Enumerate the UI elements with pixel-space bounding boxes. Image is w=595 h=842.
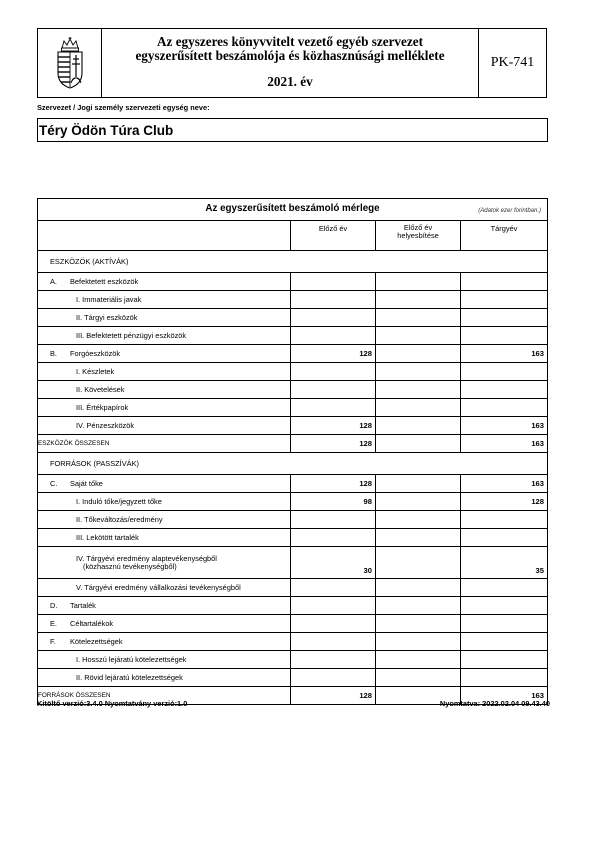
cell-prev: [291, 273, 376, 291]
table-row: [38, 493, 548, 511]
table-row: [38, 273, 548, 291]
cell-prev: [291, 633, 376, 651]
title-line-2: egyszerűsített beszámolója és közhasznúsági melléklete: [135, 48, 445, 63]
row-label-text: Tartalék: [70, 601, 96, 610]
row-label: [38, 345, 291, 363]
row-label-text: I. Készletek: [76, 366, 115, 376]
table-row: [38, 291, 548, 309]
table-row: [38, 475, 548, 493]
table-row: [38, 651, 548, 669]
cell-cur: [461, 579, 548, 597]
cell-cur: 163: [461, 417, 548, 435]
row-label: [38, 475, 291, 493]
cell-cur: [461, 291, 548, 309]
cell-cur: [461, 669, 548, 687]
row-label-text: Céltartalékok: [70, 619, 114, 628]
col-adj-line1: Előző év: [403, 223, 433, 232]
cell-adj: [376, 579, 461, 597]
cell-prev: [291, 309, 376, 327]
cell-cur: [461, 633, 548, 651]
organization-label: Szervezet / Jogi személy szervezeti egység neve:: [37, 103, 210, 112]
table-row: [38, 363, 548, 381]
row-letter: A.: [50, 277, 57, 286]
assets-total-row: [38, 435, 548, 453]
cell-prev: [291, 363, 376, 381]
liabilities-total-label: FORRÁSOK ÖSSZESEN: [38, 687, 291, 705]
assets-heading-row: [38, 251, 548, 273]
cell-adj: [376, 291, 461, 309]
cell-cur: [461, 327, 548, 345]
cell-cur: [461, 597, 548, 615]
row-label-text: Forgóeszközök: [70, 349, 121, 358]
row-label: [38, 547, 291, 579]
balance-sheet-table: [37, 198, 548, 705]
row-letter: C.: [50, 479, 58, 488]
table-row: [38, 417, 548, 435]
table-row: [38, 511, 548, 529]
row-letter: D.: [50, 601, 58, 610]
row-label-text: III. Lekötött tartalék: [76, 532, 139, 542]
row-label: [38, 579, 291, 597]
cell-cur: [461, 309, 548, 327]
cell-adj: [376, 529, 461, 547]
row-label: [38, 597, 291, 615]
cell-adj: [376, 327, 461, 345]
row-label: [38, 493, 291, 511]
row-label: [38, 633, 291, 651]
row-label: [38, 669, 291, 687]
cell-prev: [291, 669, 376, 687]
form-header: [37, 28, 547, 98]
row-label-text: III. Értékpapírok: [76, 402, 129, 412]
cell-prev: 128: [291, 475, 376, 493]
table-row: [38, 309, 548, 327]
liabilities-heading: FORRÁSOK (PASSZÍVÁK): [38, 453, 548, 475]
cell-prev: [291, 327, 376, 345]
table-row: [38, 547, 548, 579]
cell-prev: [291, 511, 376, 529]
table-row: [38, 529, 548, 547]
table-row: [38, 399, 548, 417]
row-label: [38, 399, 291, 417]
cell-adj: [376, 547, 461, 579]
assets-total-adj: [376, 435, 461, 453]
title-line-1: Az egyszeres könyvvitelt vezető egyéb szervezet: [157, 34, 423, 49]
col-prev-year: Előző év: [291, 221, 376, 251]
cell-prev: [291, 597, 376, 615]
row-label: [38, 529, 291, 547]
units-note: (Adatok ezer forintban.): [478, 208, 541, 214]
cell-adj: [376, 511, 461, 529]
cell-cur: 163: [461, 345, 548, 363]
form-code: PK-741: [478, 29, 546, 97]
cell-cur: 163: [461, 475, 548, 493]
row-label-text: II. Rövid lejáratú kötelezettségek: [76, 672, 183, 682]
row-label: [38, 615, 291, 633]
cell-adj: [376, 633, 461, 651]
row-label: [38, 511, 291, 529]
row-label: [38, 273, 291, 291]
row-label-text: II. Tőkeváltozás/eredmény: [76, 514, 163, 524]
assets-total-label: ESZKÖZÖK ÖSSZESEN: [38, 435, 291, 453]
row-label-text: V. Tárgyévi eredmény vállalkozási tevékenységből: [76, 582, 241, 592]
cell-cur: [461, 511, 548, 529]
cell-cur: [461, 381, 548, 399]
row-label: [38, 417, 291, 435]
liabilities-heading-row: [38, 453, 548, 475]
cell-adj: [376, 363, 461, 381]
cell-adj: [376, 273, 461, 291]
cell-cur: 128: [461, 493, 548, 511]
table-row: [38, 669, 548, 687]
cell-adj: [376, 651, 461, 669]
col-adj-line2: helyesbítése: [397, 231, 439, 240]
organization-name-field: [37, 118, 548, 142]
cell-adj: [376, 345, 461, 363]
print-timestamp: Nyomtatva: 2022.02.04 09.43.40: [439, 699, 550, 708]
cell-prev: [291, 579, 376, 597]
cell-prev: [291, 529, 376, 547]
row-label: [38, 381, 291, 399]
liabilities-total-cur: 163: [461, 687, 548, 705]
row-letter: B.: [50, 349, 57, 358]
row-label: [38, 291, 291, 309]
row-label-text: III. Befektetett pénzügyi eszközök: [76, 330, 187, 340]
row-letter: F.: [50, 637, 56, 646]
row-label-text: I. Hosszú lejáratú kötelezettségek: [76, 654, 187, 664]
column-header-row: [38, 221, 548, 251]
table-row: [38, 633, 548, 651]
cell-adj: [376, 493, 461, 511]
cell-prev: [291, 615, 376, 633]
cell-prev: 128: [291, 345, 376, 363]
cell-adj: [376, 309, 461, 327]
row-label: [38, 363, 291, 381]
cell-prev: [291, 651, 376, 669]
assets-total-cur: 163: [461, 435, 548, 453]
cell-prev: 98: [291, 493, 376, 511]
assets-rows: [38, 273, 548, 435]
cell-cur: [461, 363, 548, 381]
cell-adj: [376, 399, 461, 417]
cell-prev: [291, 291, 376, 309]
liabilities-rows: [38, 475, 548, 687]
cell-prev: [291, 399, 376, 417]
row-label-text: IV. Pénzeszközök: [76, 420, 135, 430]
cell-cur: 35: [461, 547, 548, 579]
form-title: [102, 29, 478, 97]
cell-cur: [461, 529, 548, 547]
table-row: [38, 579, 548, 597]
table-row: [38, 597, 548, 615]
cell-prev: [291, 381, 376, 399]
table-title-row: [38, 199, 548, 221]
row-label-text-line2: (közhasznú tevékenységből): [83, 561, 177, 571]
row-letter: E.: [50, 619, 57, 628]
row-label-text: Befektetett eszközök: [70, 277, 139, 286]
cell-adj: [376, 669, 461, 687]
cell-cur: [461, 273, 548, 291]
hungarian-coat-of-arms-icon: [38, 29, 102, 97]
cell-adj: [376, 475, 461, 493]
assets-heading: ESZKÖZÖK (AKTÍVÁK): [38, 251, 548, 273]
cell-prev: 128: [291, 417, 376, 435]
cell-cur: [461, 651, 548, 669]
row-label: [38, 651, 291, 669]
organization-name: Téry Ödön Túra Club: [39, 123, 174, 138]
cell-adj: [376, 381, 461, 399]
table-row: [38, 345, 548, 363]
table-row: [38, 381, 548, 399]
row-label: [38, 309, 291, 327]
cell-cur: [461, 615, 548, 633]
cell-adj: [376, 615, 461, 633]
table-row: [38, 327, 548, 345]
cell-adj: [376, 417, 461, 435]
col-current-year: Tárgyév: [461, 221, 548, 251]
cell-cur: [461, 399, 548, 417]
cell-prev: 30: [291, 547, 376, 579]
assets-total-prev: 128: [291, 435, 376, 453]
row-label-text: IV. Tárgyévi eredmény alaptevékenységből: [76, 553, 217, 563]
cell-adj: [376, 597, 461, 615]
row-label-text: II. Követelések: [76, 384, 125, 394]
report-year: 2021. év: [267, 74, 313, 89]
row-label-text: I. Induló tőke/jegyzett tőke: [76, 496, 162, 506]
row-label: [38, 327, 291, 345]
row-label-text: Saját tőke: [70, 479, 103, 488]
table-row: [38, 615, 548, 633]
row-label-text: II. Tárgyi eszközök: [76, 312, 138, 322]
liabilities-total-prev: 128: [291, 687, 376, 705]
row-label-text: Kötelezettségek: [70, 637, 123, 646]
version-info: Kitöltő verzió:3.4.0 Nyomtatvány verzió:1.0: [37, 699, 188, 708]
row-label-text: I. Immateriális javak: [76, 294, 142, 304]
col-prev-adjustment: [376, 221, 461, 251]
balance-title: Az egyszerűsített beszámoló mérlege: [205, 203, 380, 214]
